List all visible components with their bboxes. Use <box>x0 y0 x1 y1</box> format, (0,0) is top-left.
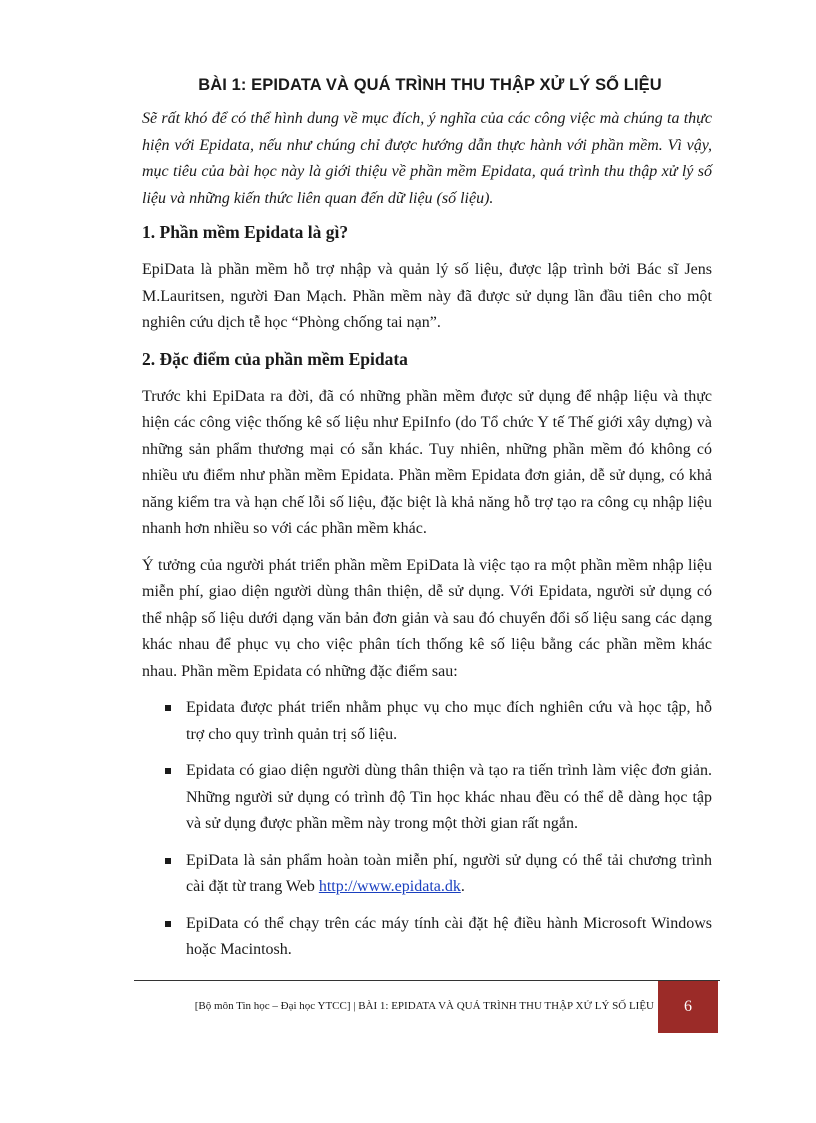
intro-paragraph: Sẽ rất khó để có thể hình dung về mục đích, ý nghĩa của các công việc mà chúng ta thực hiện với Epidata, nếu như chúng chỉ được hướng dẫn thực hành với phần mềm. Vì vậy, mục tiêu của bài học này là giới thiệu về phần mềm Epidata, quá trình thu thập xử lý số liệu và những kiến thức liên quan đến dữ liệu (số liệu). <box>142 110 712 207</box>
list-item <box>142 911 712 964</box>
square-bullet-icon <box>165 921 171 927</box>
list-item <box>142 758 712 838</box>
epidata-website-link[interactable]: http://www.epidata.dk <box>318 878 461 895</box>
square-bullet-icon <box>165 768 171 774</box>
list-item-text: EpiData có thể chạy trên các máy tính cài đặt hệ điều hành Microsoft Windows hoặc Macintosh. <box>186 914 712 958</box>
section-1-heading: 1. Phần mềm Epidata là gì? <box>142 222 349 242</box>
list-item <box>142 695 712 748</box>
page-title: BÀI 1: EPIDATA VÀ QUÁ TRÌNH THU THẬP XỬ LÝ SỐ LIỆU <box>198 76 662 94</box>
page-number-badge: 6 <box>658 981 718 1033</box>
feature-list <box>142 695 712 964</box>
section-2-paragraph-2: Ý tưởng của người phát triển phần mềm EpiData là việc tạo ra một phần mềm nhập liệu miễn phí, giao diện người dùng thân thiện, dễ sử dụng. Với Epidata, người sử dụng có thể nhập số liệu dưới dạng văn bản đơn giản và sau đó chuyển đổi số liệu sang các dạng khác nhau để phục vụ cho việc phân tích thống kê số liệu bằng các phần mềm khác nhau. Phần mềm Epidata có những đặc điểm sau: <box>142 556 712 680</box>
section-1-paragraph: EpiData là phần mềm hỗ trợ nhập và quản lý số liệu, được lập trình bởi Bác sĩ Jens M.Lauritsen, người Đan Mạch. Phần mềm này đã được sử dụng lần đầu tiên cho một nghiên cứu dịch tễ học “Phòng chống tai nạn”. <box>142 261 712 331</box>
footer-text: [Bộ môn Tin học – Đại học YTCC] | BÀI 1: EPIDATA VÀ QUÁ TRÌNH THU THẬP XỬ LÝ SỐ LIỆU <box>194 1000 654 1012</box>
list-item-text-tail: . <box>460 878 465 895</box>
document-body <box>142 106 712 974</box>
list-item-text: EpiData là sản phẩm hoàn toàn miễn phí, người sử dụng có thể tải chương trình cài đặt từ trang Web <box>186 851 712 895</box>
square-bullet-icon <box>165 858 171 864</box>
square-bullet-icon <box>165 705 171 711</box>
section-2-heading: 2. Đặc điểm của phần mềm Epidata <box>142 348 408 369</box>
list-item <box>142 848 712 901</box>
list-item-text: Epidata có giao diện người dùng thân thiện và tạo ra tiến trình làm việc đơn giản. Những người sử dụng có trình độ Tin học khác nhau đều có thể dễ dàng học tập và sử dụng được phần mềm này trong một thời gian rất ngắn. <box>186 762 712 832</box>
list-item-text: Epidata được phát triển nhằm phục vụ cho mục đích nghiên cứu và học tập, hỗ trợ cho quy trình quản trị số liệu. <box>186 699 712 743</box>
footer-divider <box>134 980 720 981</box>
section-2-paragraph-1: Trước khi EpiData ra đời, đã có những phần mềm được sử dụng để nhập liệu và thực hiện các công việc thống kê số liệu như EpiInfo (do Tổ chức Y tế Thế giới xây dựng) và những sản phẩm thương mại có sẵn khác. Tuy nhiên, những phần mềm đó không có nhiều ưu điểm như phần mềm Epidata. Phần mềm Epidata đơn giản, dễ sử dụng, có khả năng kiểm tra và hạn chế lỗi số liệu, đặc biệt là khả năng hỗ trợ tạo ra công cụ nhập liệu nhanh hơn nhiều so với các phần mềm khác. <box>142 387 712 537</box>
